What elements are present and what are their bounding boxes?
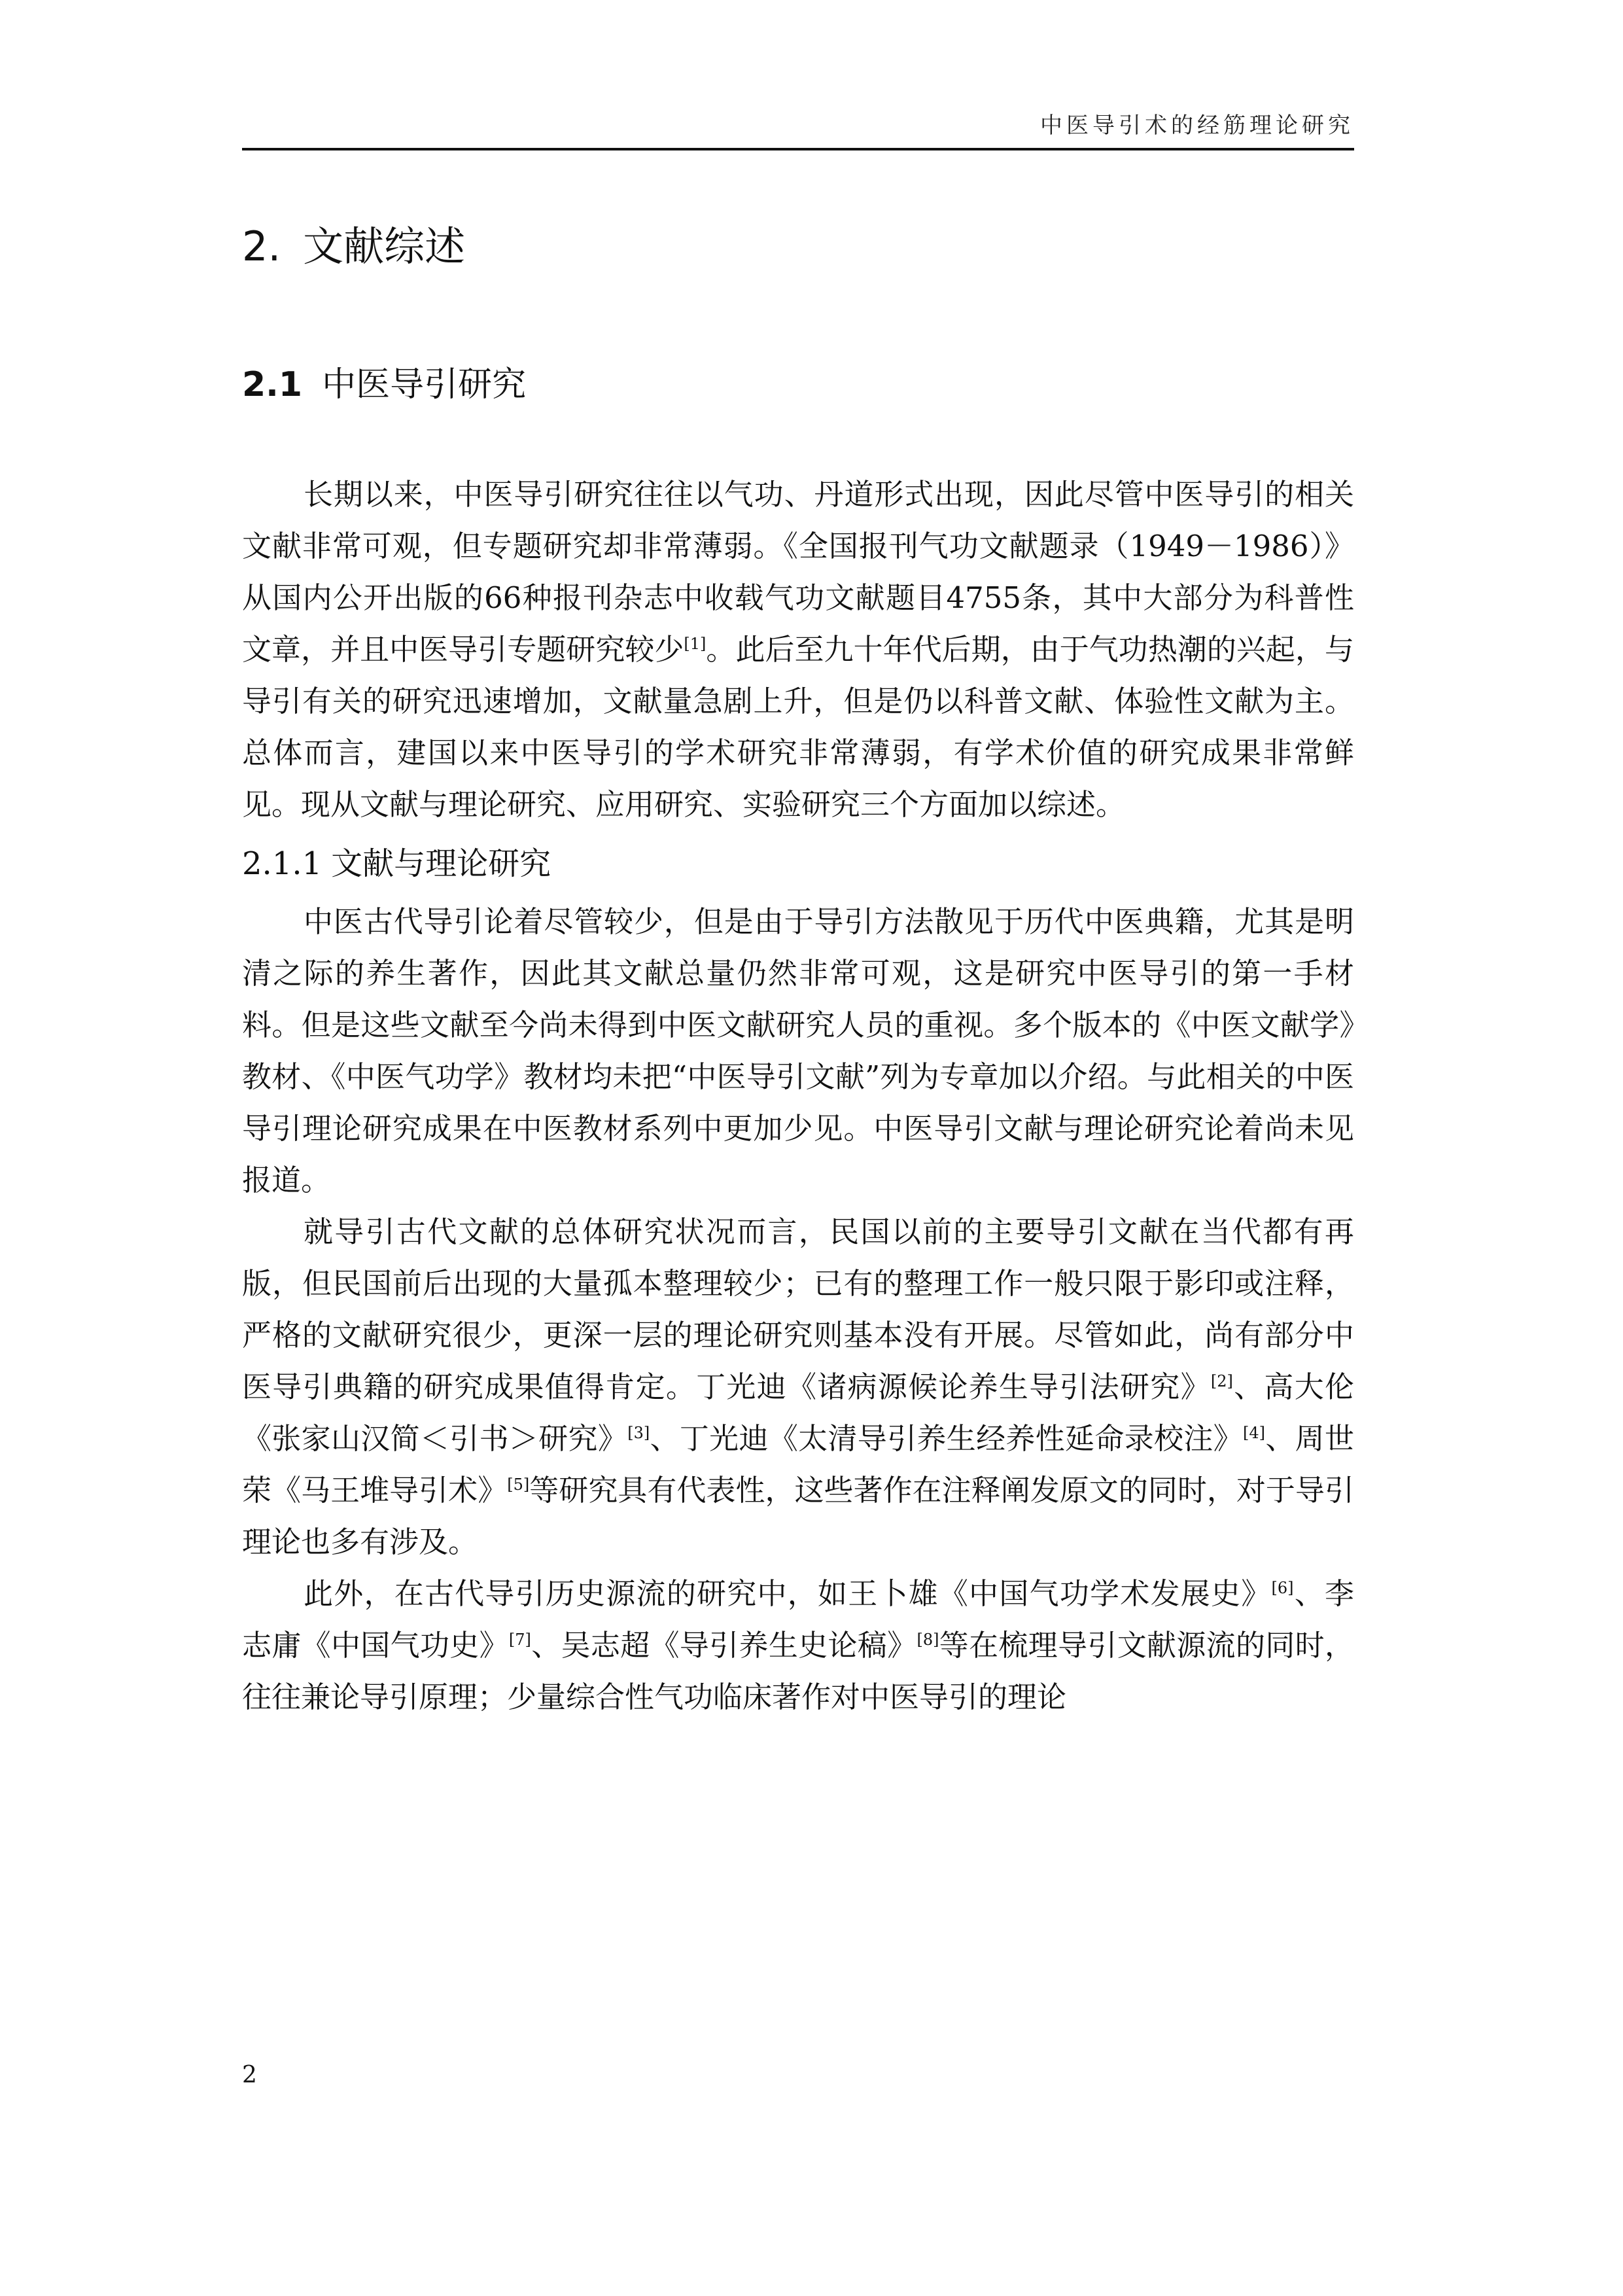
paragraph-text: 中医古代导引论着尽管较少，但是由于导引方法散见于历代中医典籍，尤其是明清之际的养生著作，因此其文献总量仍然非常可观，这是研究中医导引的第一手材料。但是这些文献至今尚未得到中医文献研究人员的重视。多个版本的《中医文献学》教材、《中医气功学》教材均未把“中医导引文献”列为专章加以介绍。与此相关的中医导引理论研究成果在中医教材系列中更加少见。中医导引文献与理论研究论着尚未见报道。 — [242, 904, 1354, 1197]
citation-ref: [4] — [1243, 1424, 1265, 1442]
citation-ref: [5] — [507, 1475, 530, 1494]
page-number: 2 — [242, 2062, 257, 2089]
subsection-number: 2.1.1 — [242, 845, 323, 882]
chapter-number: 2. — [242, 222, 281, 270]
section-title-text: 中医导引研究 — [322, 365, 527, 404]
chapter-title-text: 文献综述 — [303, 222, 466, 270]
paragraph-text: 就导引古代文献的总体研究状况而言，民国以前的主要导引文献在当代都有再版，但民国前后出现的大量孤本整理较少；已有的整理工作一般只限于影印或注释，严格的文献研究很少，更深一层的理论研究则基本没有开展。尽管如此，尚有部分中医导引典籍的研究成果值得肯定。丁光迪《诸病源候论养生导引法研究》 — [242, 1214, 1354, 1404]
paragraph-text: 。此后至九十年代后期，由于气功热潮的兴起，与导引有关的研究迅速增加，文献量急剧上升，但是仍以科普文献、体验性文献为主。总体而言，建国以来中医导引的学术研究非常薄弱，有学术价值的研究成果非常鲜见。现从文献与理论研究、应用研究、实验研究三个方面加以综述。 — [242, 632, 1354, 822]
paragraph-text: 、高大伦《张家山汉简＜引书＞研究》 — [242, 1369, 1354, 1456]
paragraph-text: 、吴志超《导引养生史论稿》 — [531, 1628, 917, 1663]
paragraph-text: 等在梳理导引文献源流的同时，往往兼论导引原理；少量综合性气功临床著作对中医导引的理论 — [242, 1628, 1354, 1714]
citation-ref: [2] — [1210, 1372, 1233, 1390]
header-rule — [242, 148, 1354, 150]
chapter-title — [242, 217, 465, 276]
subsection-title-text: 文献与理论研究 — [331, 845, 551, 882]
running-header: 中医导引术的经筋理论研究 — [1040, 113, 1354, 139]
citation-ref: [3] — [627, 1424, 650, 1442]
paragraph-text: 、李志庸《中国气功史》 — [242, 1576, 1354, 1663]
subsection-title — [242, 834, 1354, 893]
citation-ref: [8] — [916, 1631, 939, 1649]
body-text — [242, 468, 1354, 1723]
paragraph-2 — [242, 896, 1354, 1206]
paragraph-1 — [242, 468, 1354, 830]
paragraph-3 — [242, 1206, 1354, 1568]
paragraph-text: 此外，在古代导引历史源流的研究中，如王卜雄《中国气功学术发展史》 — [304, 1576, 1272, 1611]
citation-ref: [6] — [1271, 1579, 1294, 1597]
paragraph-text: 、周世荣《马王堆导引术》 — [242, 1421, 1354, 1508]
paragraph-text: 、丁光迪《太清导引养生经养性延命录校注》 — [650, 1421, 1243, 1456]
citation-ref: [7] — [508, 1631, 531, 1649]
citation-ref: [1] — [684, 635, 707, 653]
paragraph-text: 长期以来，中医导引研究往往以气功、丹道形式出现，因此尽管中医导引的相关文献非常可观，但专题研究却非常薄弱。《全国报刊气功文献题录（1949－1986）》从国内公开出版的66种报刊杂志中收载气功文献题目4755条，其中大部分为科普性文章，并且中医导引专题研究较少 — [242, 477, 1354, 667]
paragraph-4 — [242, 1568, 1354, 1723]
section-number: 2.1 — [242, 365, 303, 404]
section-title — [242, 359, 526, 411]
paragraph-text: 等研究具有代表性，这些著作在注释阐发原文的同时，对于导引理论也多有涉及。 — [242, 1473, 1354, 1559]
